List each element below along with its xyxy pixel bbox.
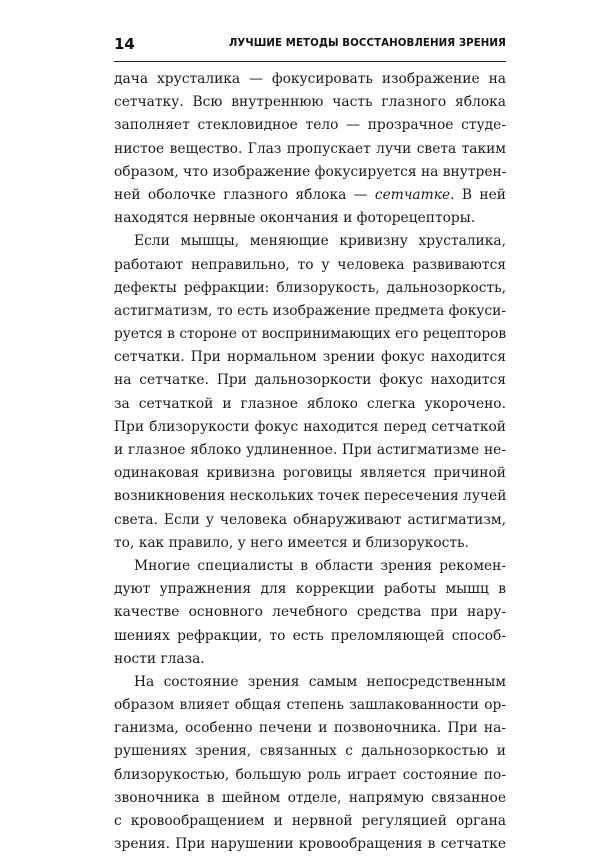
line-end: . В ней [450,186,506,203]
text-line: работают неправильно, то у человека развиваются [114,256,506,273]
text-line: рушениях зрения, связанных с дальнозоркостью и [114,743,506,760]
text-line-with-emphasis [114,184,506,207]
text-line: близорукостью, большую роль играет состояние по- [114,766,506,783]
text-line: на сетчатке. При дальнозоркости фокус находится [114,372,506,389]
text-line: ности глаза. [114,650,205,667]
line-start: ней оболочке глазного яблока — [114,186,375,203]
text-line: нистое вещество. Глаз пропускает лучи света таким [114,140,506,157]
text-line: находятся нервные окончания и фоторецепторы. [114,210,476,227]
text-line: одинаковая кривизна роговицы является причиной [114,465,506,482]
text-line: При близорукости фокус находится перед сетчаткой [114,418,506,435]
text-line: то, как правило, у него имеется и близорукость. [114,534,469,551]
text-line: Если мышцы, меняющие кривизну хрусталика, [134,233,506,250]
text-line: астигматизм, то есть изображение предмета фокуси- [114,302,506,319]
text-line: за сетчаткой и глазное яблоко слегка укорочено. [114,395,506,412]
text-line: заполняет стекловидное тело — прозрачное студе- [114,117,506,134]
text-line: дефекты рефракции: близорукость, дальнозоркость, [114,279,506,296]
running-head [114,34,506,56]
header-rule [114,61,506,62]
text-line: На состояние зрения самым непосредственным [134,673,506,690]
text-line: света. Если у человека обнаруживают астигматизм, [114,511,506,528]
body-text [114,68,506,856]
text-line: сетчатку. Всю внутреннюю часть глазного яблока [114,94,506,111]
emphasized-term: сетчатке [374,186,451,203]
text-line: сетчатки. При нормальном зрении фокус находится [114,349,506,366]
text-line: зрения. При нарушении кровообращения в сетчатке [114,836,506,853]
text-line: дача хрусталика — фокусировать изображение на [114,71,506,87]
text-line: звоночника в шейном отделе, напрямую связанное [114,789,506,806]
text-line: образом влияет общая степень зашлакованности ор- [114,697,506,714]
page-number: 14 [114,35,135,53]
text-line: возникновения нескольких точек пересечения лучей [114,488,506,505]
text-line: шениях рефракции, то есть преломляющей способ- [114,627,506,644]
text-line: дуют упражнения для коррекции работы мышц в [114,581,506,598]
text-line: образом, что изображение фокусируется на внутрен- [114,163,506,180]
text-line: Многие специалисты в области зрения рекомен- [134,557,506,574]
text-line: и глазное яблоко удлиненное. При астигматизме не- [114,442,506,458]
text-line: ганизма, особенно печени и позвоночника. При на- [114,720,506,737]
running-title: ЛУЧШИЕ МЕТОДЫ ВОССТАНОВЛЕНИЯ ЗРЕНИЯ [228,38,506,49]
text-line: руется в стороне от воспринимающих его рецепторов [114,326,506,343]
text-line: качестве основного лечебного средства при нару- [114,604,506,621]
text-line: с кровообращением и нервной регуляцией органа [114,813,506,829]
